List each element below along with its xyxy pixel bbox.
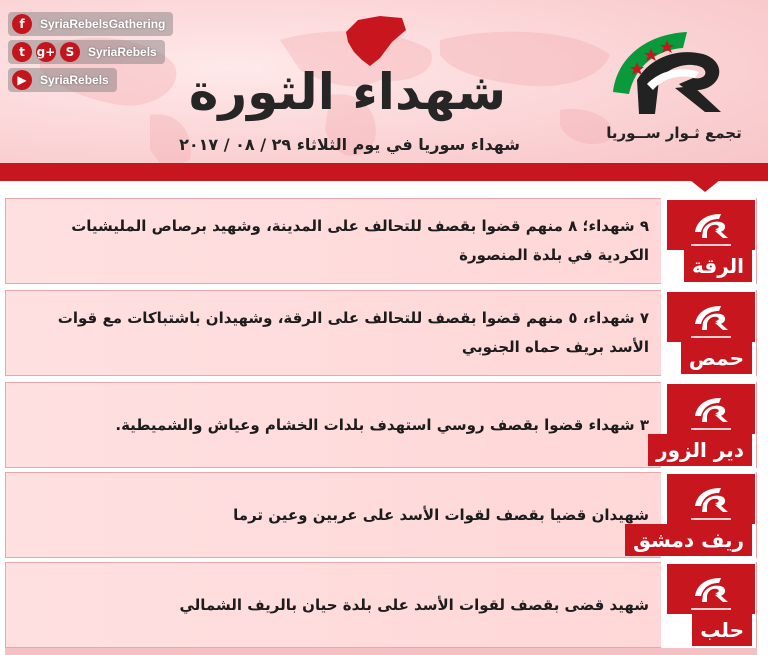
syria-rebels-logo-icon (607, 22, 737, 122)
entry-text: ٣ شهداء قضوا بقصف روسي استهدف بلدات الخشام وعياش والشميطية. (115, 415, 649, 434)
city-label: ريف دمشق (625, 524, 752, 556)
entry-text: شهيد قضى بقصف لقوات الأسد على بلدة حيان بالريف الشمالي (179, 595, 649, 614)
mini-logo-icon (667, 292, 755, 342)
list-item (5, 562, 757, 648)
mini-logo-icon (667, 564, 755, 614)
facebook-icon[interactable]: f (12, 14, 32, 34)
entry-text-box (5, 198, 661, 284)
entry-text-box (5, 472, 661, 558)
city-label: دير الزور (648, 434, 752, 466)
city-label: حلب (692, 614, 752, 646)
entry-side (633, 472, 757, 558)
header-divider (0, 163, 768, 181)
city-label: الرقة (684, 250, 752, 282)
entry-text-box (5, 562, 661, 648)
header-banner (0, 0, 768, 170)
bottom-divider (5, 648, 757, 655)
facebook-handle: SyriaRebelsGathering (40, 17, 166, 31)
mini-logo-icon (667, 200, 755, 250)
skype-icon[interactable]: S (60, 42, 80, 62)
social-multi-row[interactable] (8, 40, 165, 64)
entry-side (661, 562, 757, 648)
list-item (5, 472, 757, 558)
entry-text-box (5, 382, 661, 468)
city-label: حمص (681, 342, 752, 374)
social-youtube-row[interactable] (8, 68, 117, 92)
entry-side (661, 198, 757, 284)
mini-logo-icon (667, 384, 755, 434)
entry-text: ٧ شهداء، ٥ منهم قضوا بقصف للتحالف على الرقة، وشهيدان باشتباكات مع قوات الأسد بريف حماه الجنوبي (57, 309, 649, 356)
entry-side (656, 382, 757, 468)
entry-side (661, 290, 757, 376)
page-title: شهداء الثورة (188, 63, 506, 121)
twitter-icon[interactable]: t (12, 42, 32, 62)
header-divider-notch (690, 180, 720, 192)
social-facebook-row[interactable] (8, 12, 173, 36)
entry-text: ٩ شهداء؛ ٨ منهم قضوا بقصف للتحالف على المدينة، وشهيد برصاص المليشيات الكردية في بلدة المنصورة (71, 217, 649, 264)
list-item (5, 382, 757, 468)
date-subtitle: شهداء سوريا في يوم الثلاثاء ٢٩ / ٠٨ / ٢٠١٧ (179, 135, 520, 154)
entry-text: شهيدان قضيا بقصف لقوات الأسد على عربين وعين ترما (233, 505, 649, 524)
youtube-icon[interactable]: ▶ (12, 70, 32, 90)
youtube-handle: SyriaRebels (40, 73, 109, 87)
syria-map-icon (340, 12, 410, 68)
twitter-handle: SyriaRebels (88, 45, 157, 59)
entry-text-box (5, 290, 661, 376)
mini-logo-icon (667, 474, 755, 524)
logo-caption: تجمع ثـوار ســوريا (606, 124, 742, 142)
google-plus-icon[interactable]: g+ (36, 42, 56, 62)
list-item (5, 198, 757, 284)
list-item (5, 290, 757, 376)
